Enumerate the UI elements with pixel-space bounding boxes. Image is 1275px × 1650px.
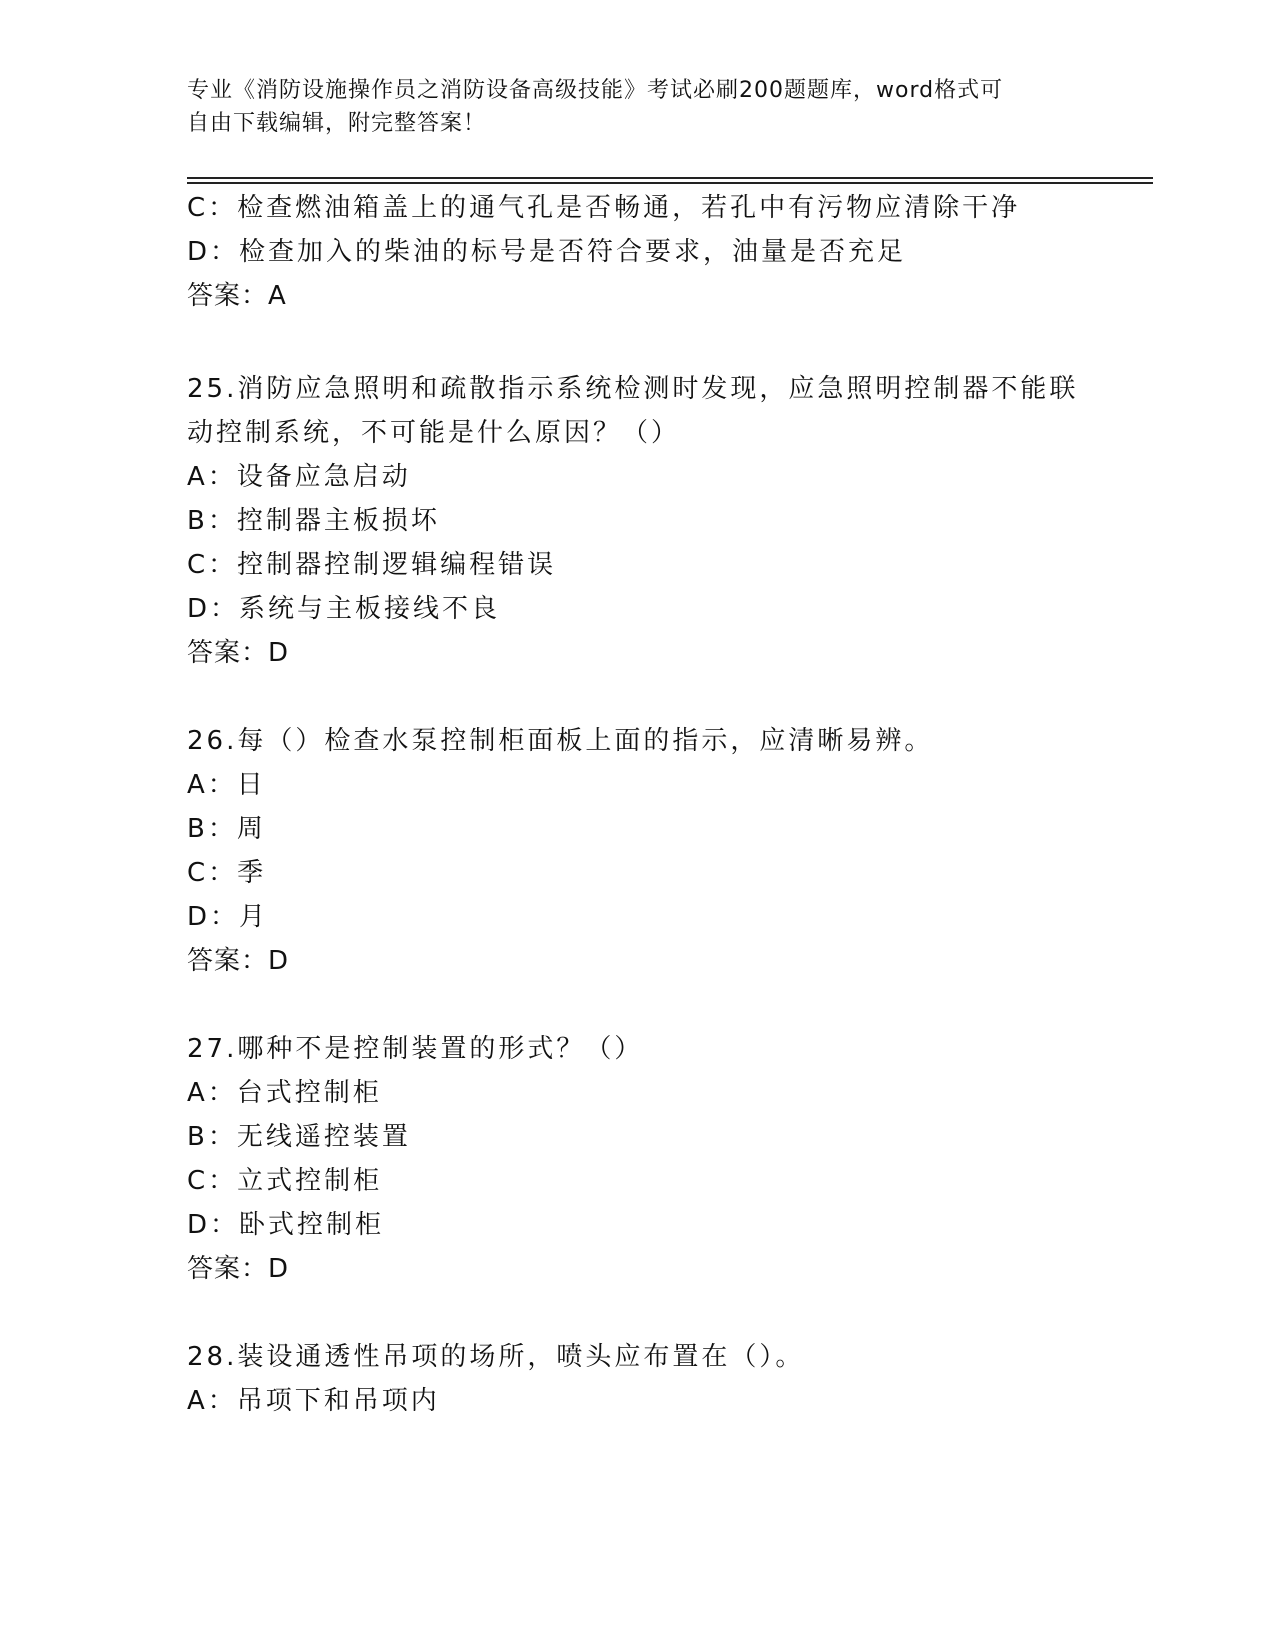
q25-answer: 答案：D bbox=[187, 638, 290, 668]
q27-answer: 答案：D bbox=[187, 1254, 290, 1284]
q26-option-d: D：月 bbox=[187, 902, 269, 932]
q25-stem-line-2: 动控制系统，不可能是什么原因？（） bbox=[187, 418, 681, 448]
q25-option-a: A：设备应急启动 bbox=[187, 462, 411, 492]
q28-stem: 28.装设通透性吊项的场所，喷头应布置在（）。 bbox=[187, 1342, 805, 1372]
q24-option-d: D：检查加入的柴油的标号是否符合要求，油量是否充足 bbox=[187, 237, 907, 267]
q26-answer: 答案：D bbox=[187, 946, 290, 976]
q27-stem: 27.哪种不是控制装置的形式？（） bbox=[187, 1034, 644, 1064]
q25-stem-line-1: 25.消防应急照明和疏散指示系统检测时发现，应急照明控制器不能联 bbox=[187, 374, 1079, 404]
q26-option-c: C：季 bbox=[187, 858, 267, 888]
q26-option-b: B：周 bbox=[187, 814, 266, 844]
header-divider-top bbox=[187, 177, 1153, 179]
q26-stem: 26.每（）检查水泵控制柜面板上面的指示，应清晰易辨。 bbox=[187, 726, 934, 756]
q24-option-c: C：检查燃油箱盖上的通气孔是否畅通，若孔中有污物应清除干净 bbox=[187, 193, 1021, 223]
document-header bbox=[187, 74, 1067, 140]
q27-option-d: D：卧式控制柜 bbox=[187, 1210, 385, 1240]
header-line-2: 自由下载编辑，附完整答案！ bbox=[187, 111, 487, 136]
q25-option-d: D：系统与主板接线不良 bbox=[187, 594, 501, 624]
q27-option-b: B：无线遥控装置 bbox=[187, 1122, 411, 1152]
q27-option-a: A：台式控制柜 bbox=[187, 1078, 382, 1108]
q27-option-c: C：立式控制柜 bbox=[187, 1166, 383, 1196]
q25-option-c: C：控制器控制逻辑编程错误 bbox=[187, 550, 557, 580]
q28-option-a: A：吊项下和吊项内 bbox=[187, 1386, 440, 1416]
q25-option-b: B：控制器主板损坏 bbox=[187, 506, 440, 536]
header-divider-bottom bbox=[187, 182, 1153, 184]
q26-option-a: A：日 bbox=[187, 770, 266, 800]
q24-answer: 答案：A bbox=[187, 281, 287, 311]
header-line-1: 专业《消防设施操作员之消防设备高级技能》考试必刷200题题库，word格式可 bbox=[187, 78, 1004, 103]
